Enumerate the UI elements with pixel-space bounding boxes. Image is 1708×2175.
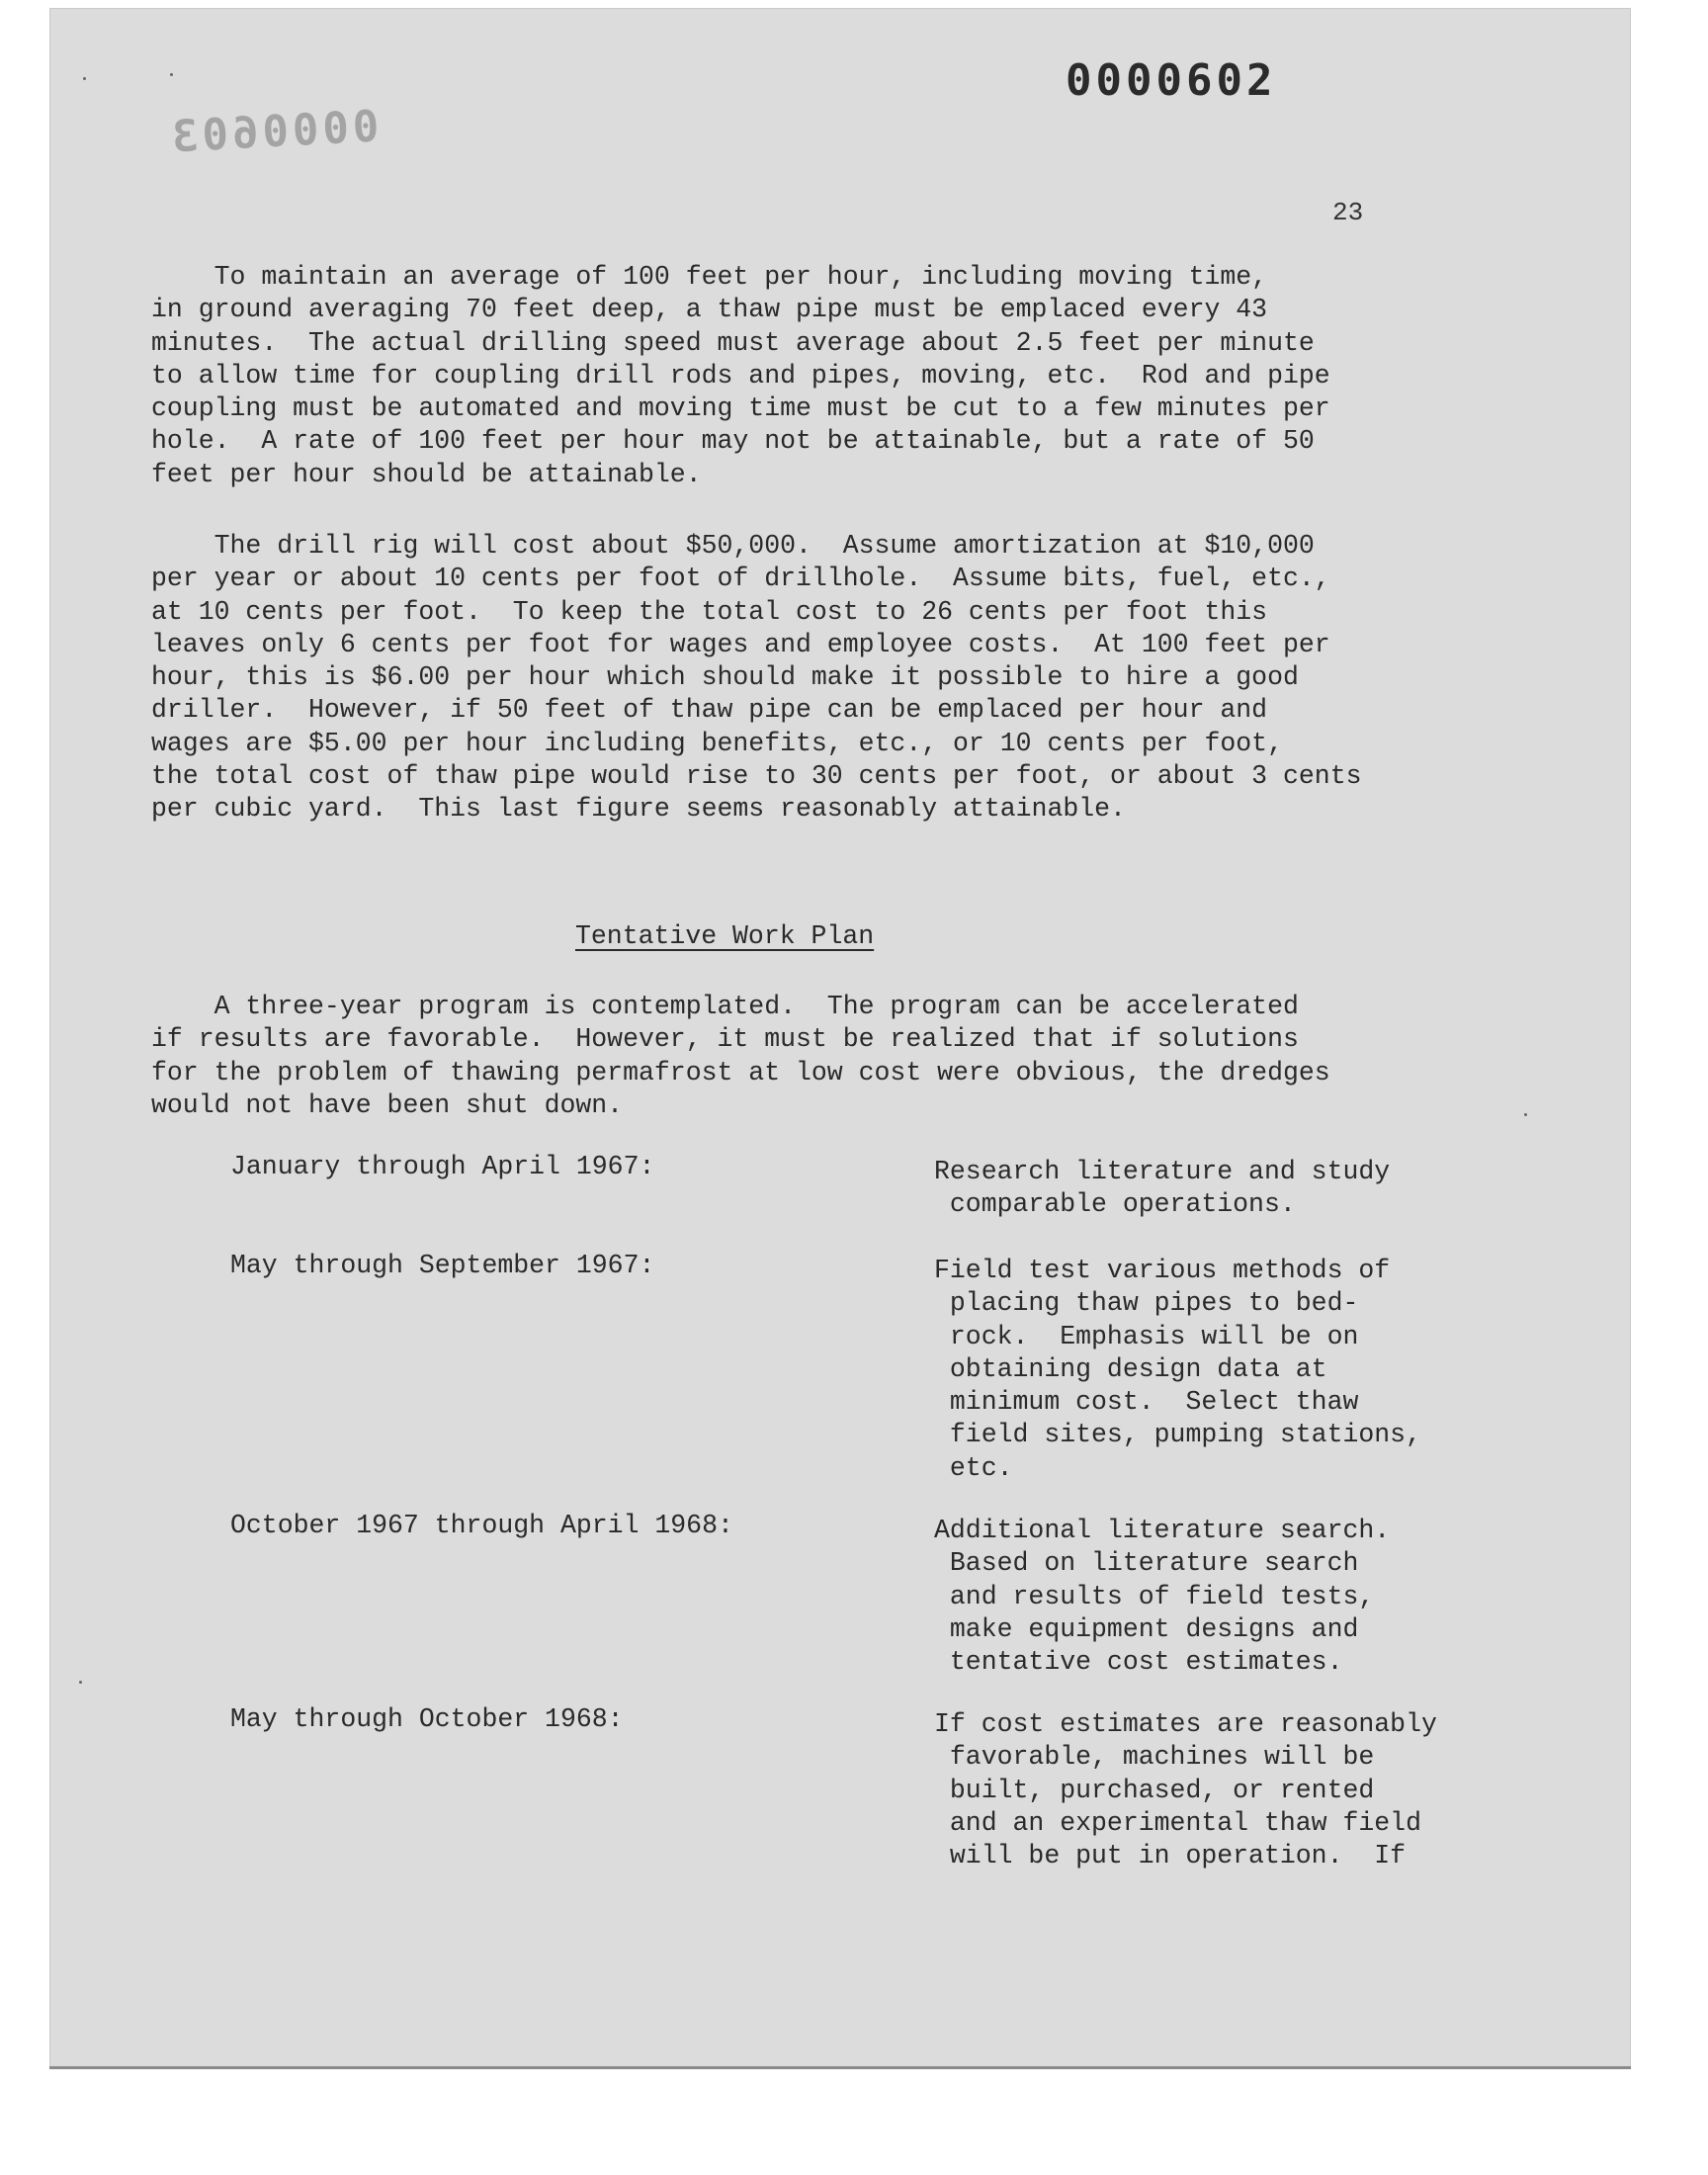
schedule-description: If cost estimates are reasonably favorable, machines will be built, purchased, or rented and an experimental thaw field will be put in operation. If	[934, 1709, 1437, 1871]
schedule-description: Research literature and study comparable operations.	[934, 1157, 1391, 1220]
paper-speck	[79, 1681, 82, 1684]
paragraph-drilling-rate: To maintain an average of 100 feet per hour, including moving time, in ground averaging 70 feet deep, a thaw pipe must be emplaced every 43 minutes. The actual drilling speed must average about 2.5 feet per minute to allow time for coupling drill rods and pipes, moving, etc. Rod and pipe coupling must be automated and moving time must be cut to a few minutes per hole. A rate of 100 feet per hour may not be attainable, but a rate of 50 feet per hour should be attainable.	[151, 262, 1330, 489]
paragraph-cost-estimate: The drill rig will cost about $50,000. Assume amortization at $10,000 per year or about 10 cents per foot of drillhole. Assume bits, fuel, etc., at 10 cents per foot. To keep the total cost to 26 cents per foot this leaves only 6 cents per foot for wages and employee costs. At 100 feet per hour, this is $6.00 per hour which should make it possible to hire a good driller. However, if 50 feet of thaw pipe can be emplaced per hour and wages are $5.00 per hour including benefits, etc., or 10 cents per foot, the total cost of thaw pipe would rise to 30 cents per foot, or about 3 cents per cubic yard. This last figure seems reasonably attainable.	[151, 531, 1362, 825]
paper-speck	[170, 73, 173, 76]
schedule-period: May through October 1968:	[230, 1704, 624, 1734]
paper-speck	[83, 77, 86, 80]
document-control-number: 0000602	[1066, 55, 1277, 106]
schedule-description: Additional literature search. Based on literature search and results of field tests, make equipment designs and tentative cost estimates.	[934, 1516, 1391, 1678]
paper-speck	[1524, 1113, 1527, 1116]
bleed-through-control-number: 0000603	[166, 101, 381, 163]
schedule-period: October 1967 through April 1968:	[230, 1511, 733, 1540]
paragraph-program-overview: A three-year program is contemplated. The program can be accelerated if results are favorable. However, it must be realized that if solutions for the problem of thawing permafrost at low cost were obvious, the dredges would not have been shut down.	[151, 992, 1330, 1120]
schedule-period: May through September 1967:	[230, 1251, 655, 1280]
page-number: 23	[1332, 198, 1364, 227]
schedule-description: Field test various methods of placing thaw pipes to bed- rock. Emphasis will be on obtaining design data at minimum cost. Select thaw field sites, pumping stations, etc.	[934, 1256, 1421, 1483]
section-heading: Tentative Work Plan	[575, 921, 875, 951]
schedule-period: January through April 1967:	[230, 1152, 655, 1181]
